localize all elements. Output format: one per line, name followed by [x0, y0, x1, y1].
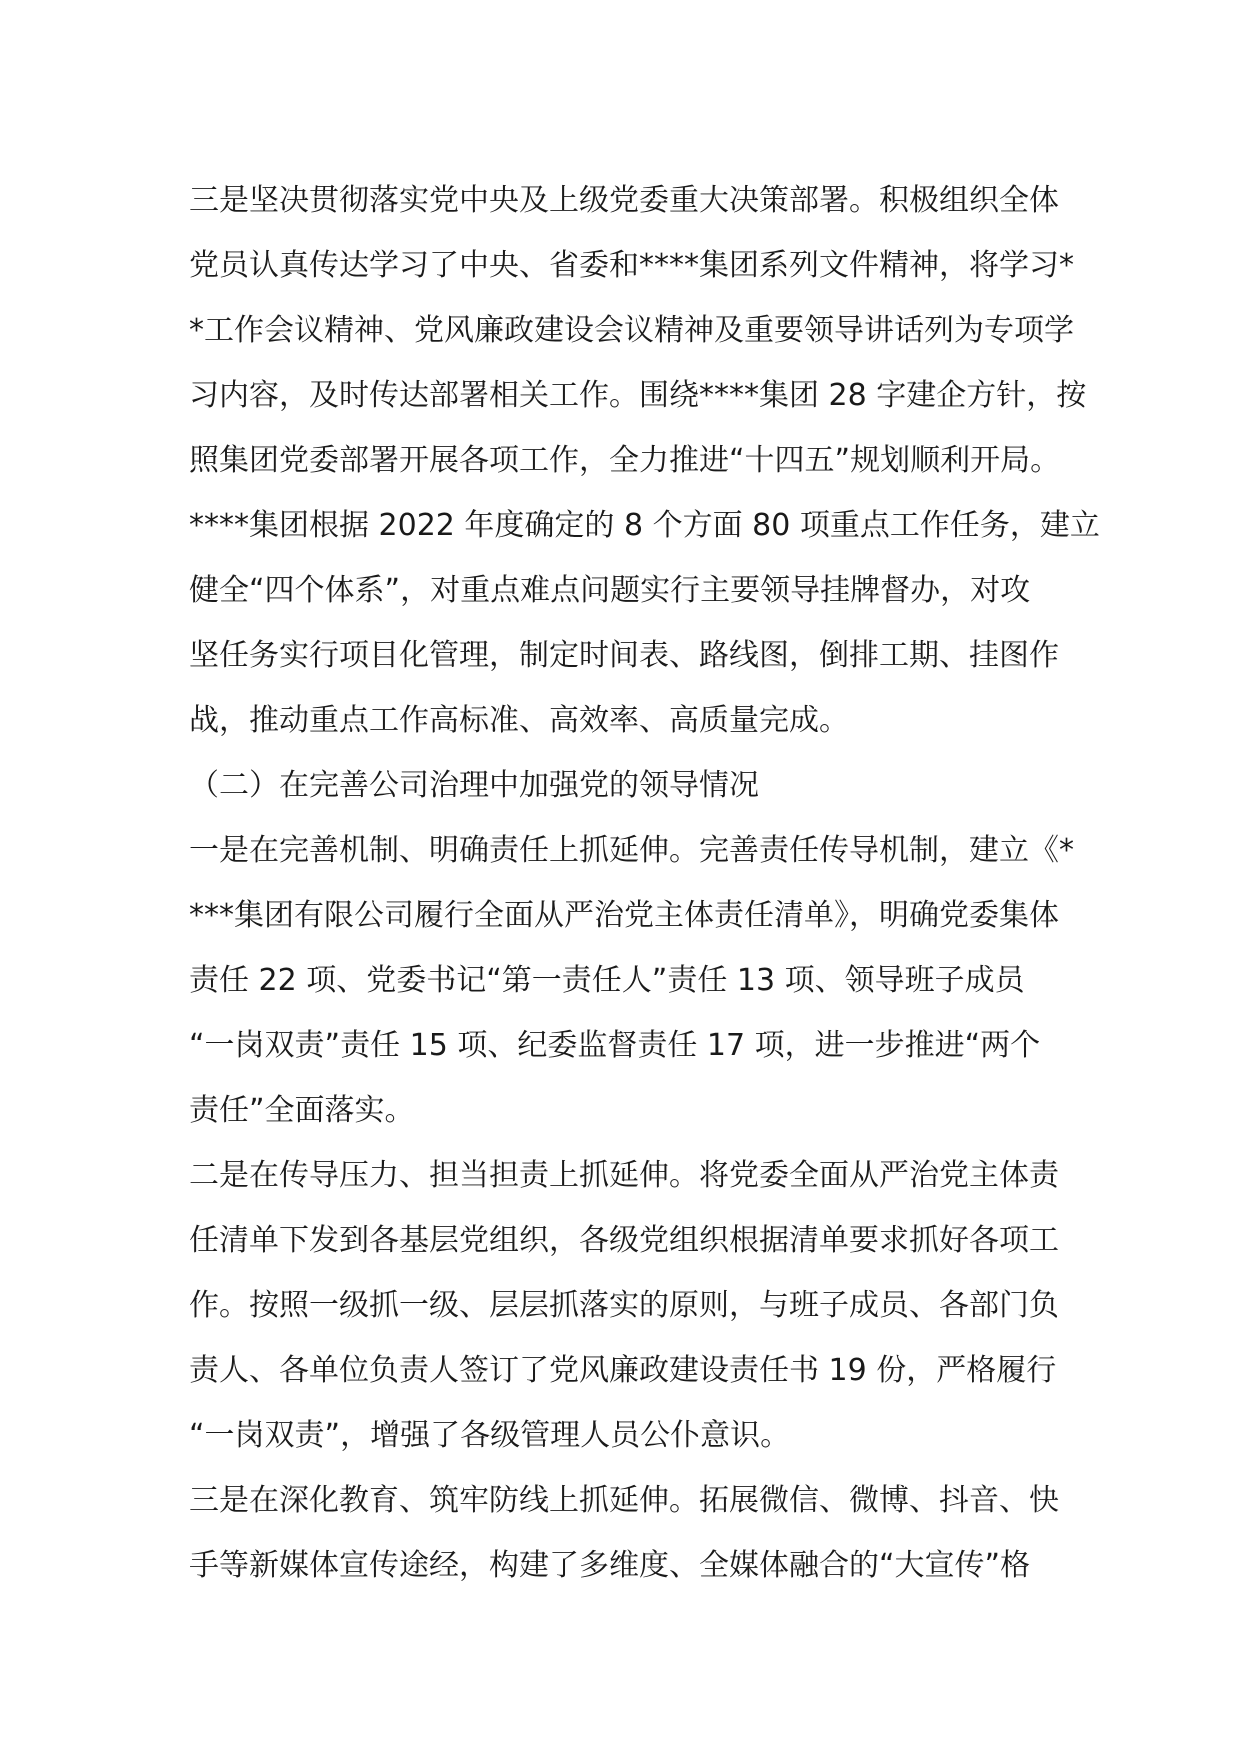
text-line: “一岗双责”，增强了各级管理人员公仆意识。 [189, 1418, 791, 1453]
text-line: 责任”全面落实。 [189, 1093, 415, 1128]
text-line: “一岗双责”责任 15 项、纪委监督责任 17 项，进一步推进“两个 [189, 1028, 1041, 1063]
text-line: 习内容，及时传达部署相关工作。围绕****集团 28 字建企方针，按 [189, 378, 1087, 413]
text-line: 照集团党委部署开展各项工作，全力推进“十四五”规划顺利开局。 [189, 443, 1061, 478]
text-line: 战，推动重点工作高标准、高效率、高质量完成。 [189, 703, 849, 738]
text-line: ****集团根据 2022 年度确定的 8 个方面 80 项重点工作任务，建立 [189, 508, 1100, 543]
text-line: 一是在完善机制、明确责任上抓延伸。完善责任传导机制，建立《* [189, 833, 1074, 868]
text-line: ***集团有限公司履行全面从严治党主体责任清单》，明确党委集体 [189, 898, 1059, 933]
text-line: 任清单下发到各基层党组织，各级党组织根据清单要求抓好各项工 [189, 1223, 1059, 1258]
text-line: 三是坚决贯彻落实党中央及上级党委重大决策部署。积极组织全体 [189, 183, 1059, 218]
text-line: 手等新媒体宣传途经，构建了多维度、全媒体融合的“大宣传”格 [189, 1548, 1031, 1583]
text-line: 健全“四个体系”，对重点难点问题实行主要领导挂牌督办，对攻 [189, 573, 1031, 608]
text-line: 责人、各单位负责人签订了党风廉政建设责任书 19 份，严格履行 [189, 1353, 1057, 1388]
text-line: 责任 22 项、党委书记“第一责任人”责任 13 项、领导班子成员 [189, 963, 1025, 998]
text-line: 作。按照一级抓一级、层层抓落实的原则，与班子成员、各部门负 [189, 1288, 1059, 1323]
text-line: 党员认真传达学习了中央、省委和****集团系列文件精神，将学习* [189, 248, 1074, 283]
text-line: 三是在深化教育、筑牢防线上抓延伸。拓展微信、微博、抖音、快 [189, 1483, 1059, 1518]
text-line: 二是在传导压力、担当担责上抓延伸。将党委全面从严治党主体责 [189, 1158, 1059, 1193]
body-text [189, 168, 1100, 1598]
text-line: 坚任务实行项目化管理，制定时间表、路线图，倒排工期、挂图作 [189, 638, 1059, 673]
section-heading: （二）在完善公司治理中加强党的领导情况 [189, 768, 759, 803]
text-line: *工作会议精神、党风廉政建设会议精神及重要领导讲话列为专项学 [189, 313, 1074, 348]
